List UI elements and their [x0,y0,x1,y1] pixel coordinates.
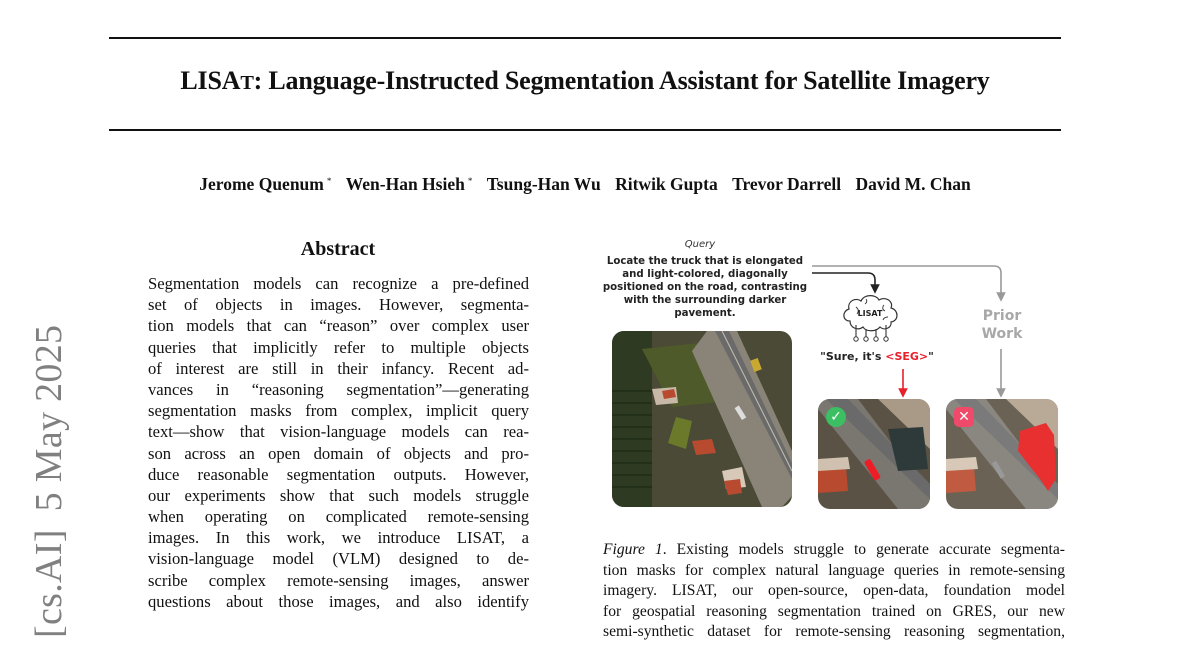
query-label: Query [684,239,716,250]
abstract-line: queries that implicitly refer to multiple objects [148,337,529,357]
check-icon: ✓ [826,407,846,427]
author [346,174,473,194]
model-response [812,350,942,363]
abstract-line: segmentation masks from complex, implicit query [148,401,529,421]
author-name: Wen-Han Hsieh [345,174,465,194]
brain-circuit-icon [836,291,906,347]
abstract-line: of interest are still in their infancy. Recent ad- [148,358,529,378]
caption-line [603,540,1065,561]
equal-contribution-mark: * [467,176,473,186]
seg-token: <SEG> [885,350,929,363]
top-rule [109,37,1061,39]
abstract-heading: Abstract [300,238,376,260]
abstract-line: tion models that can “reason” over complex user [148,316,529,336]
arxiv-stamp [27,307,71,638]
prior-work-line: Work [981,326,1023,342]
abstract-line: when operating on complicated remote-sensing [148,507,529,527]
prior-work-line: Prior [982,308,1022,324]
abstract-line: our experiments show that such models struggle [148,485,529,505]
lisat-result-image [818,399,930,509]
author [855,174,970,194]
abstract-line: son across an open domain of objects and pro- [148,443,529,463]
caption-label: Figure 1 [603,541,663,558]
author-name: Jerome Quenum [199,174,324,194]
title-smallcaps: T [240,72,254,94]
author-name: David M. Chan [855,174,971,194]
caption-line: imagery. LISAT, our open-source, open-data, foundation model [603,582,1065,600]
abstract-line: text—show that vision-language models can rea- [148,422,529,442]
abstract-line: vances in “reasoning segmentation”—generating [148,379,529,399]
figure-caption [603,540,1065,643]
author [732,174,841,194]
cross-icon: ✕ [954,407,974,427]
response-prefix: "Sure, it's [820,350,886,363]
paper-title [109,66,1061,96]
input-satellite-image [612,331,792,507]
model-label: LISAT [857,309,883,318]
author-name: Trevor Darrell [732,174,842,194]
abstract-line: vision-language model (VLM) designed to de- [148,549,529,569]
author [199,174,331,194]
response-suffix: " [928,350,934,363]
author-list [109,174,1061,195]
figure-1 [600,235,1070,525]
abstract-line: Segmentation models can recognize a pre-defined [148,274,529,293]
bottom-rule [109,129,1061,131]
author [615,174,718,194]
title-rest: : Language-Instructed Segmentation Assistant for Satellite Imagery [253,66,990,95]
author-name: Tsung-Han Wu [486,174,601,194]
title-prefix: LISA [180,66,241,95]
abstract-body [148,273,529,612]
caption-line: semi-synthetic dataset for remote-sensing reasoning segmentation, [603,623,1065,641]
abstract-line: scribe complex remote-sensing images, answer [148,570,529,590]
abstract-line: set of objects in images. However, segmenta- [148,295,529,315]
caption-text: . Existing models struggle to generate accurate segmenta- [662,541,1065,558]
query-text: Locate the truck that is elongated and light-colored, diagonally positioned on the road, contrasting with the surrounding darker pavement. [602,256,808,319]
prior-work-label [972,307,1032,343]
abstract-line: questions about those images, and also identify [148,591,529,611]
caption-line: tion masks for complex natural language queries in remote-sensing [603,561,1065,579]
author [487,174,601,194]
caption-line: for geospatial reasoning segmentation trained on GRES, our new [603,602,1065,620]
author-name: Ritwik Gupta [615,174,718,194]
abstract-line: duce reasonable segmentation outputs. However, [148,464,529,484]
query-to-lisat-arrow [812,273,875,289]
arxiv-category: [cs.AI] [28,529,70,638]
equal-contribution-mark: * [326,176,332,186]
arxiv-date: 5 May 2025 [28,324,70,512]
prior-work-result-image [946,399,1058,509]
abstract-line: images. In this work, we introduce LISAT, a [148,528,529,548]
